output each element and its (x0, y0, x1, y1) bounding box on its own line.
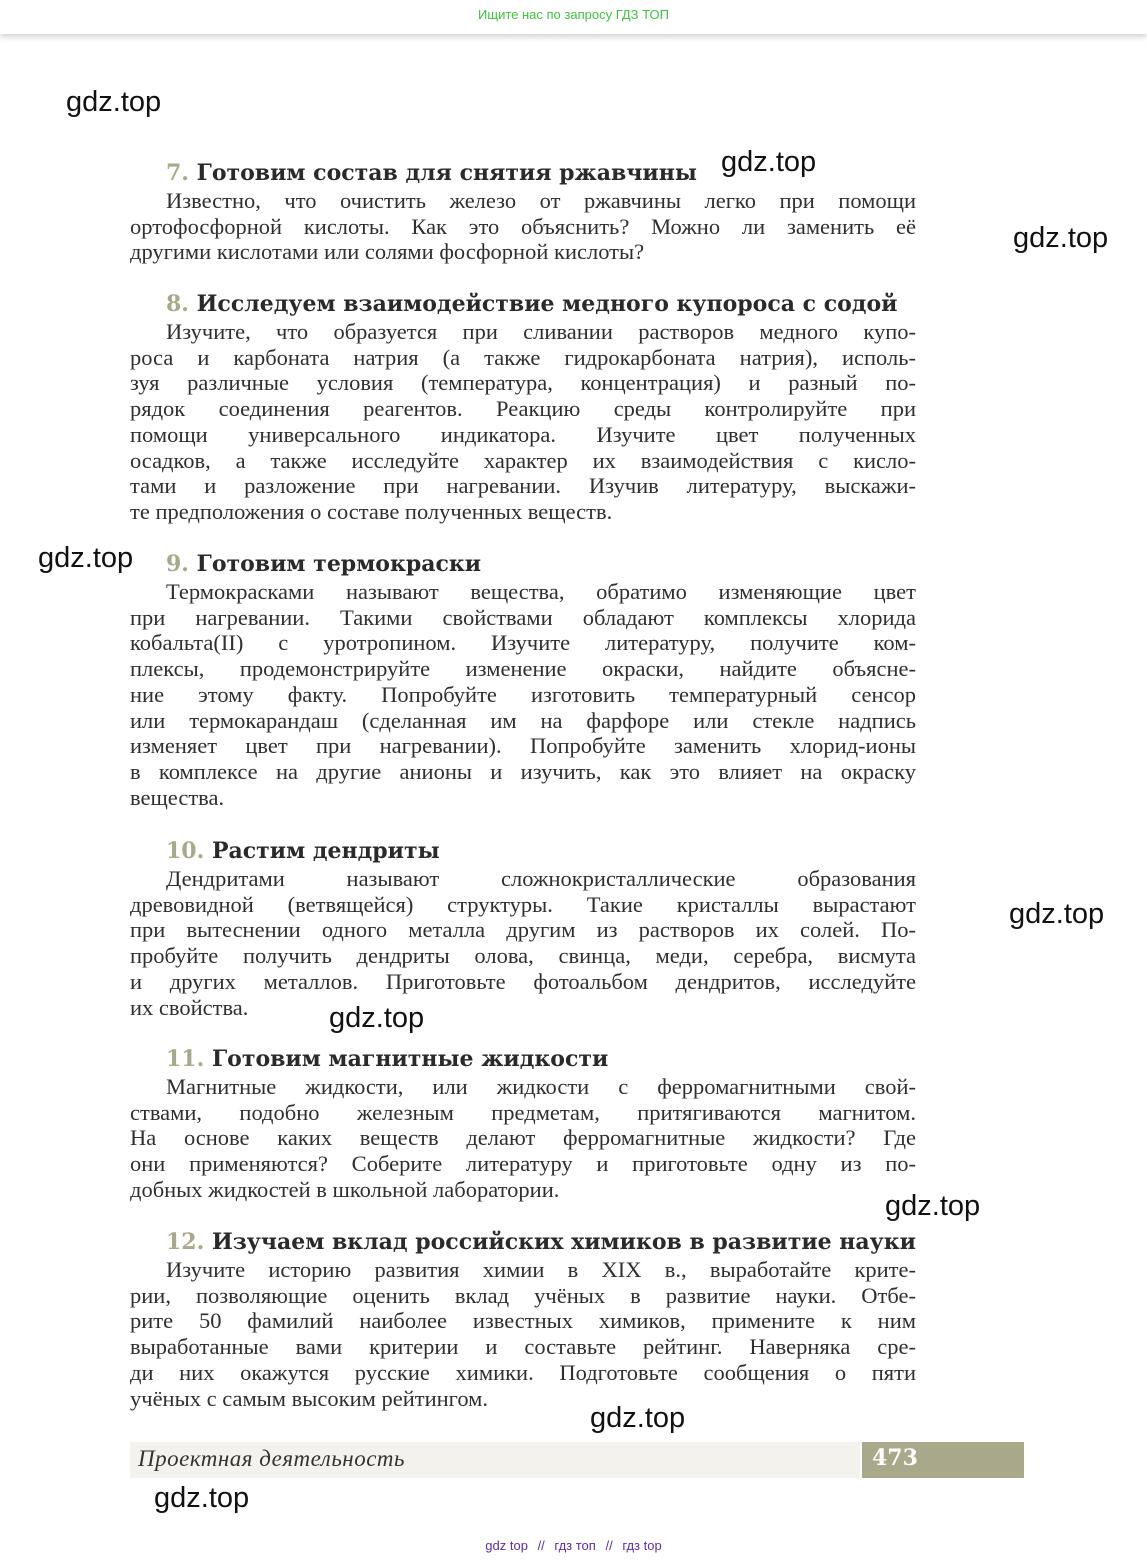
section-9 (130, 549, 916, 810)
link-separator: // (537, 1538, 545, 1553)
watermark: gdz.top (66, 86, 162, 118)
section-11 (130, 1044, 916, 1203)
watermark: gdz.top (38, 542, 134, 574)
watermark: gdz.top (154, 1482, 250, 1514)
section-12 (130, 1227, 916, 1411)
footer-title: Проектная деятельность (138, 1446, 405, 1471)
top-banner (0, 0, 1147, 34)
section-8 (130, 289, 916, 525)
search-hint-link[interactable]: Ищите нас по запросу ГДЗ ТОП (478, 7, 669, 22)
section-text: Известно, что очистить железо от ржавчины легко при помощи ортофосфорной кислоты. Как это объяснить? Можно ли заменить её другими кислотами или солями фосфорной кислоты? (130, 188, 916, 265)
watermark: gdz.top (590, 1402, 686, 1434)
section-heading: 7. Готовим состав для снятия ржавчины (166, 160, 697, 186)
bottom-link[interactable]: gdz top (485, 1538, 528, 1553)
section-text: Термокрасками называют вещества, обратимо изменяющие цвет при нагревании. Такими свойствами обладают комплексы хлорида кобальта(II) с уротропином. Изучите литературу, получите ком- плексы, продемонстрируйте изменение окраски, найдите объясне- ние этому факту. Попробуйте изготовить температурный сенсор или термокарандаш (сделанная им на фарфоре или стекле надпись изменяет цвет при нагревании). Попробуйте заменить хлорид-ионы в комплексе на другие анионы и изучить, как это влияет на окраску вещества. (130, 579, 916, 810)
section-heading: 9. Готовим термокраски (166, 551, 482, 577)
watermark: gdz.top (329, 1002, 425, 1034)
bottom-link[interactable]: гдз top (622, 1538, 662, 1553)
section-10 (130, 836, 916, 1020)
section-text: Дендритами называют сложнокристаллические образования древовидной (ветвящейся) структуры. Такие кристаллы вырастают при вытеснении одного металла другим из растворов их солей. По- пробуйте получить дендриты олова, свинца, меди, серебра, висмута и других металлов. Приготовьте фотоальбом дендритов, исследуйте их свойства. (130, 866, 916, 1020)
section-7 (130, 158, 916, 265)
section-heading: 12. Изучаем вклад российских химиков в развитие науки (166, 1229, 916, 1255)
watermark: gdz.top (1013, 222, 1109, 254)
bottom-links (0, 1538, 1147, 1553)
watermark: gdz.top (721, 146, 817, 178)
section-heading: 10. Растим дендриты (166, 838, 440, 864)
section-text: Изучите, что образуется при сливании растворов медного купо- роса и карбоната натрия (а также гидрокарбоната натрия), исполь- зуя различные условия (температура, концентрация) и разный по- рядок соединения реагентов. Реакцию среды контролируйте при помощи универсального индикатора. Изучите цвет полученных осадков, а также исследуйте характер их взаимодействия с кисло- тами и разложение при нагревании. Изучив литературу, выскажи- те предположения о составе полученных веществ. (130, 319, 916, 524)
section-heading: 11. Готовим магнитные жидкости (166, 1046, 609, 1072)
section-text: Магнитные жидкости, или жидкости с ферромагнитными свой- ствами, подобно железным предметам, притягиваются магнитом. На основе каких веществ делают ферромагнитные жидкости? Где они применяются? Соберите литературу и приготовьте одну из по- добных жидкостей в школьной лаборатории. (130, 1074, 916, 1202)
watermark: gdz.top (1009, 898, 1105, 930)
watermark: gdz.top (885, 1190, 981, 1222)
bottom-link[interactable]: гдз топ (554, 1538, 596, 1553)
section-heading: 8. Исследуем взаимодействие медного купороса с содой (166, 291, 898, 317)
link-separator: // (605, 1538, 613, 1553)
page-number: 473 (872, 1445, 918, 1471)
section-text: Изучите историю развития химии в XIX в., выработайте крите- рии, позволяющие оценить вклад учёных в развитие науки. Отбе- рите 50 фамилий наиболее известных химиков, примените к ним выработанные вами критерии и составьте рейтинг. Наверняка сре- ди них окажутся русские химики. Подготовьте сообщения о пяти учёных с самым высоким рейтингом. (130, 1257, 916, 1411)
